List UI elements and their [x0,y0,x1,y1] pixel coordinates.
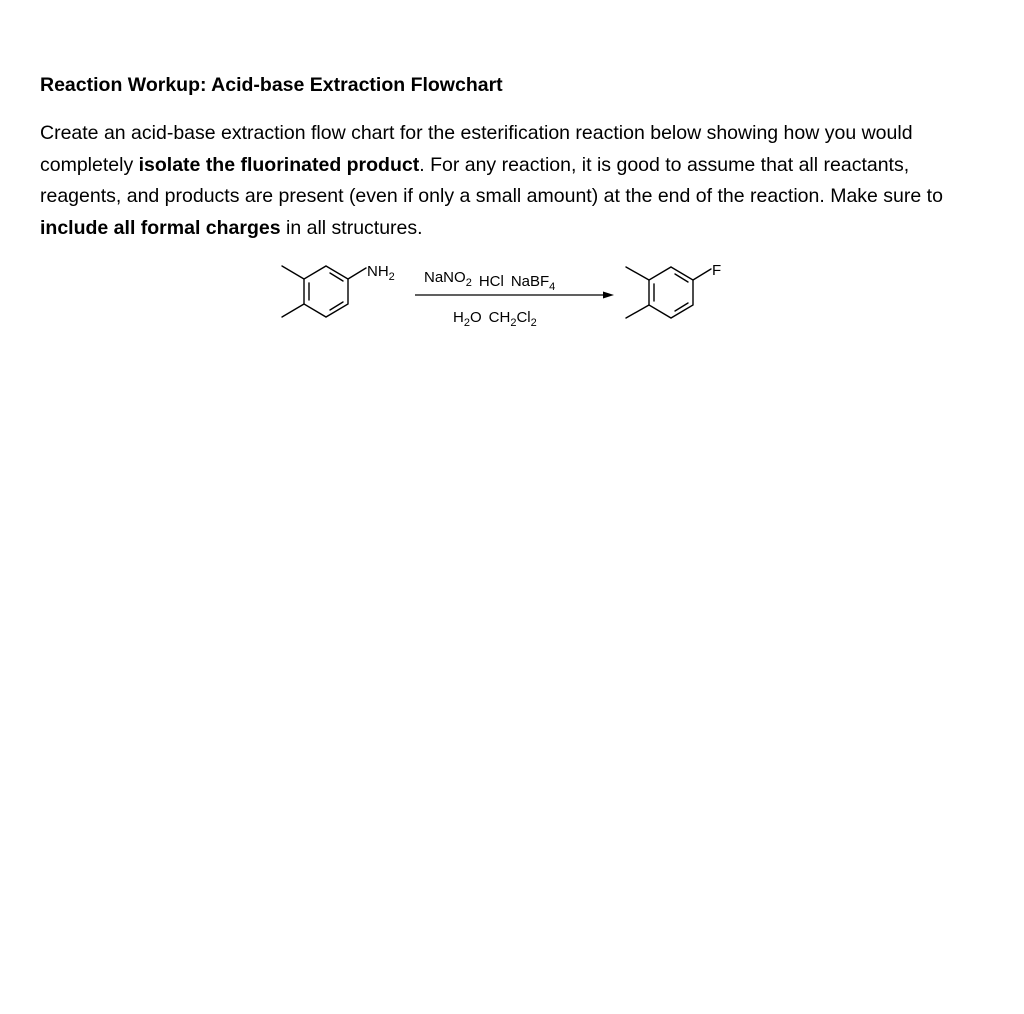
reagent-formula-part: 2 [510,317,517,329]
reagent-formula-part: H [453,309,464,326]
reactant-methyl-bond [282,304,304,317]
product-benzene-ring [649,267,693,318]
reagent-formula-part: O [469,309,482,326]
arrow-head [603,292,614,299]
product-fluorine-label: F [712,262,722,279]
reactant-benzene-ring [304,266,348,317]
reagent-formula-part: HCl [478,273,504,290]
reagents-above-arrow [424,269,555,293]
page-title: Reaction Workup: Acid-base Extraction Flowchart [40,74,503,96]
reactant-structure [282,266,366,317]
reagent-formula-part: 2 [463,317,470,329]
product-methyl-bond [626,267,649,280]
reactant-amine-label: $NH_2$ [367,263,395,283]
product-fluorine-bond [693,269,711,280]
reagents-below-arrow [453,309,537,329]
reagent-formula-part: NaNO [424,269,466,286]
reagent-formula-part: 2 [465,277,472,289]
reagent-formula-part: Cl [516,309,531,326]
reagent-formula-part: NaBF [510,273,550,290]
product-methyl-bond [626,305,649,318]
reagent-formula-part: 4 [549,281,556,293]
product-structure [626,267,711,318]
reagent-formula-part: CH [488,309,511,326]
reagent-formula-part: 2 [530,317,537,329]
instructions-text: Create an acid-base extraction flow chart for the esterification reaction below showing how you would completely [40,122,913,176]
emphasis-isolate-product: isolate the fluorinated product [138,153,420,176]
reactant-amine-bond [348,268,366,279]
instructions-text: . For any reaction, it is good to assume that all reactants, reagents, and products are present (even if only a small amount) at the end of the reaction. Make sure to [40,153,943,207]
reactant-methyl-bond [282,266,304,279]
emphasis-formal-charges: include all formal charges [40,216,281,239]
instructions-text: in all structures. [280,216,423,239]
